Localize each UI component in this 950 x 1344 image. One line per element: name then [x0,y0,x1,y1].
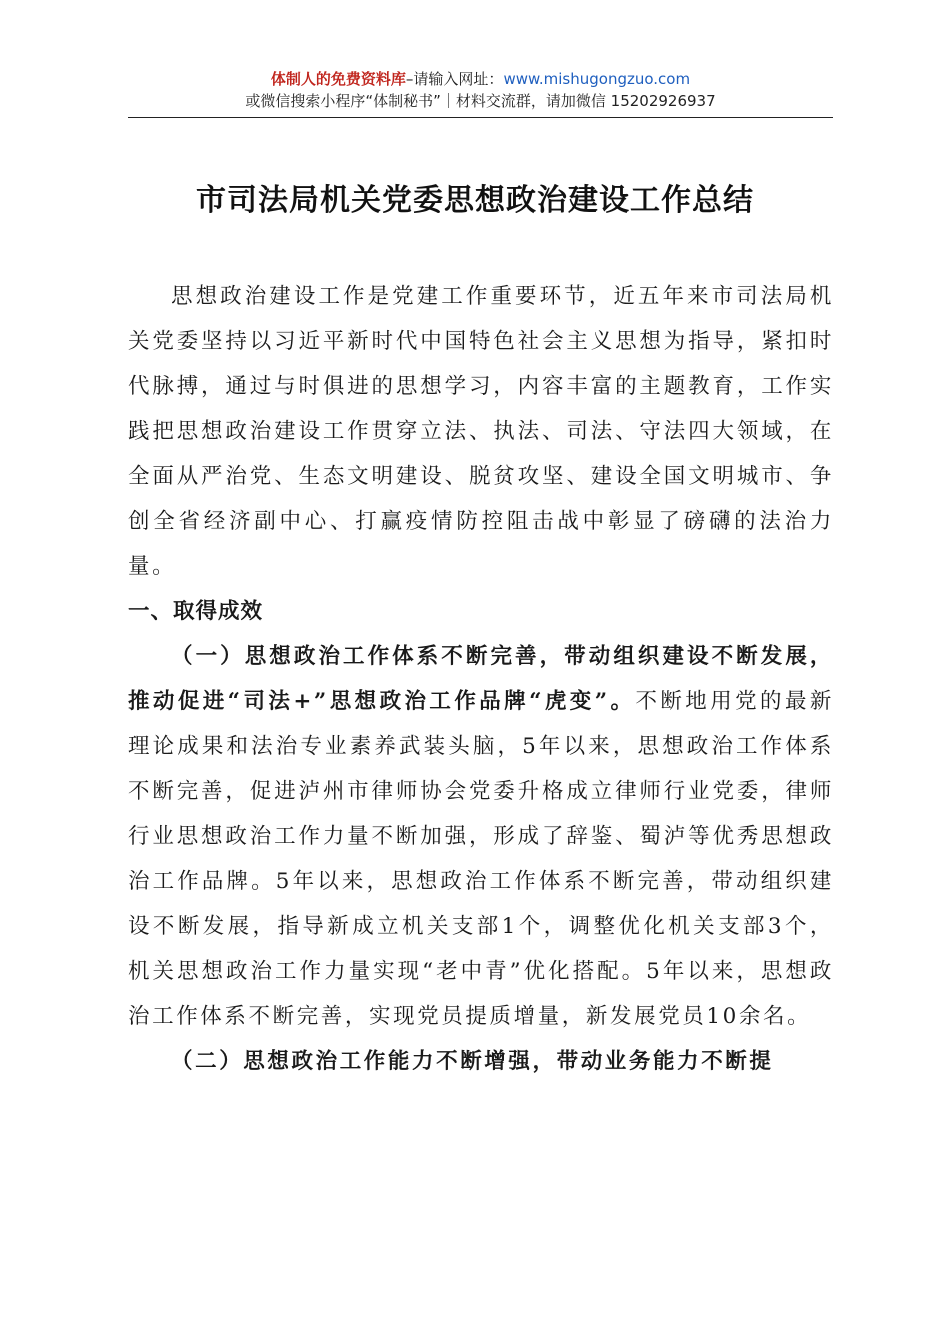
section-heading: 一、取得成效 [128,599,264,624]
document-title: 市司法局机关党委思想政治建设工作总结 [196,183,754,218]
website-link[interactable]: www.mishugongzuo.com [503,70,691,88]
document-body [128,274,834,1084]
item-2-heading: （二）思想政治工作能力不断增强，带动业务能力不断提 [171,1049,774,1074]
header-line-2: 或微信搜索小程序“体制秘书”｜材料交流群，请加微信 15202926937 [245,92,716,110]
item-1-text: 不断地用党的最新理论成果和法治专业素养武装头脑，5年以来，思想政治工作体系不断完善，促进泸州市律师协会党委升格成立律师行业党委，律师行业思想政治工作力量不断加强，形成了辞鉴、蜀泸等优秀思想政治工作品牌。5年以来，思想政治工作体系不断完善，带动组织建设不断发展，指导新成立机关支部1个，调整优化机关支部3个，机关思想政治工作力量实现“老中青”优化搭配。5年以来，思想政治工作体系不断完善，实现党员提质增量，新发展党员10余名。 [128,689,834,1029]
page-header [128,68,833,112]
item-1-paragraph [128,634,834,1039]
brand-text: 体制人的免费资料库 [270,70,406,88]
header-line-1 [128,68,833,90]
header-divider [128,117,833,118]
item-1-heading: （一）思想政治工作体系不断完善，带动组织建设不断发展，推动促进“司法+”思想政治工作品牌“虎变”。 [128,644,834,714]
url-hint: –请输入网址： [405,70,504,88]
intro-paragraph: 思想政治建设工作是党建工作重要环节，近五年来市司法局机关党委坚持以习近平新时代中国特色社会主义思想为指导，紧扣时代脉搏，通过与时俱进的思想学习，内容丰富的主题教育，工作实践把思想政治建设工作贯穿立法、执法、司法、守法四大领域，在全面从严治党、生态文明建设、脱贫攻坚、建设全国文明城市、争创全省经济副中心、打赢疫情防控阻击战中彰显了磅礴的法治力量。 [128,284,834,579]
